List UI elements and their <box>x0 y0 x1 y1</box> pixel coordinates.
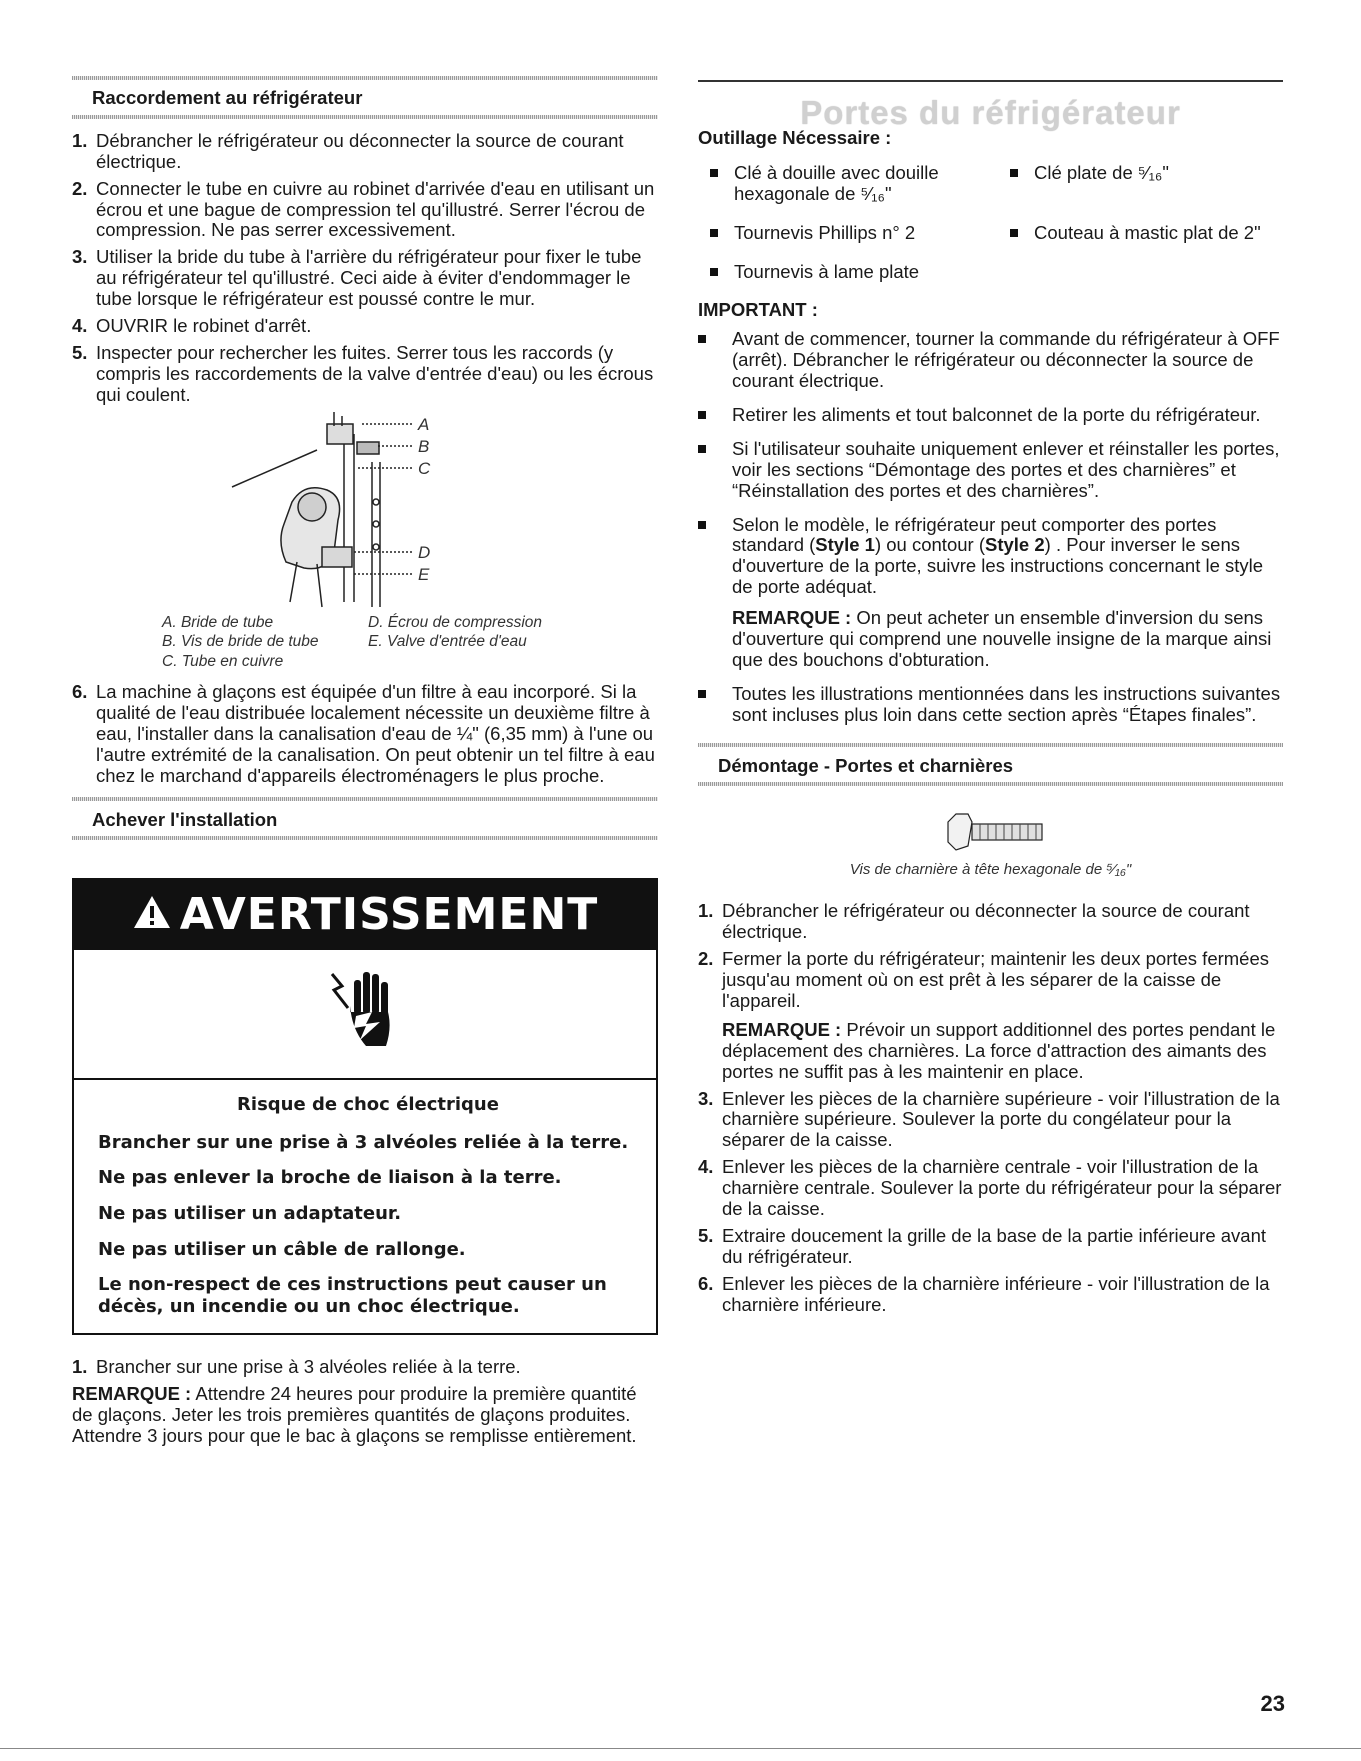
list-item: Avant de commencer, tourner la commande du réfrigérateur à OFF (arrêt). Débrancher le réfrigérateur ou déconnecter la source de courant électrique. <box>698 329 1283 392</box>
section-title-finish: Achever l'installation <box>92 808 278 830</box>
list-item: 3. Utiliser la bride du tube à l'arrière du réfrigérateur pour fixer le tube au réfrigérateur tel qu'illustré. Ceci aide à éviter d'endommager le tube lorsque le réfrigérateur est poussé contre le mur. <box>72 246 642 310</box>
bullet-icon <box>1010 229 1018 237</box>
warning-body <box>74 1080 656 1333</box>
bullet-icon <box>710 169 718 177</box>
header-rule-top <box>698 743 1283 747</box>
tools-title: Outillage Nécessaire : <box>698 127 892 148</box>
list-item: Si l'utilisateur souhaite uniquement enlever et réinstaller les portes, voir les sections “Démontage des portes et des charnières” et “Réinstallation des portes et des charnières”. <box>698 439 1283 502</box>
removal-steps <box>698 901 1283 1315</box>
list-item: Tournevis à lame plate <box>710 262 1010 283</box>
list-item: Selon le modèle, le réfrigérateur peut comporter des portes standard (Style 1) ou contour (Style 2) . Pour inverser le sens d'ouverture de la porte, suivre les instructions concernant le style de porte adéquat. REMARQUE : On peut acheter un ensemble d'inversion du sens d'ouverture qui comprend une nouvelle insigne de la marque ainsi que des bouchons d'obturation. <box>698 515 1283 671</box>
list-item: Couteau à mastic plat de 2" <box>1010 223 1295 244</box>
section-title-connection: Raccordement au réfrigérateur <box>92 87 363 108</box>
warning-header <box>74 880 656 950</box>
list-item: 5. Inspecter pour rechercher les fuites. Serrer tous les raccords (y compris les raccordements de la valve d'entrée d'eau) ou les écrous qui coulent. <box>72 341 654 405</box>
important-list <box>698 329 1283 725</box>
warning-triangle-icon <box>132 891 172 941</box>
title-rule <box>698 80 1283 82</box>
header-rule-bottom <box>72 115 658 119</box>
water-valve-illustration <box>72 412 658 612</box>
valve-diagram <box>72 412 658 612</box>
label-b: B <box>418 436 430 456</box>
warning-line: Ne pas utiliser un adaptateur. <box>98 1203 402 1225</box>
legend-item: B. Vis de bride de tube <box>162 633 319 651</box>
footer-rule <box>0 1748 1361 1749</box>
list-item: 3. Enlever les pièces de la charnière supérieure - voir l'illustration de la charnière supérieure. Soulever la porte du congélateur pour la séparer de la caisse. <box>698 1087 1280 1151</box>
label-a: A <box>418 414 430 434</box>
warning-icon-area <box>74 950 656 1080</box>
bullet-icon <box>710 229 718 237</box>
list-item: 1. Débrancher le réfrigérateur ou déconnecter la source de courant électrique. <box>72 129 624 172</box>
bullet-icon <box>698 690 706 698</box>
step-remark: REMARQUE : Prévoir un support additionnel des portes pendant le déplacement des charnières. La force d'attraction des aimants des portes ne suffit pas à les maintenir en place. <box>722 1018 1276 1082</box>
header-rule-top <box>72 76 658 80</box>
list-item: 4. Enlever les pièces de la charnière centrale - voir l'illustration de la charnière centrale. Soulever la porte du réfrigérateur pour la séparer de la caisse. <box>698 1156 1282 1219</box>
list-item: Clé à douille avec douille hexagonale de ⁵⁄₁₆" <box>710 163 1010 205</box>
list-item: 6. Enlever les pièces de la charnière inférieure - voir l'illustration de la charnière inférieure. <box>698 1272 1270 1315</box>
warning-line: Brancher sur une prise à 3 alvéoles reliée à la terre. <box>98 1131 629 1153</box>
section-title-removal: Démontage - Portes et charnières <box>718 754 1014 776</box>
list-item: Toutes les illustrations mentionnées dans les instructions suivantes sont incluses plus loin dans cette section après “Étapes finales”. <box>698 684 1283 726</box>
style-remark: REMARQUE : On peut acheter un ensemble d'inversion du sens d'ouverture qui comprend une nouvelle insigne de la marque ainsi que des bouchons d'obturation. <box>732 607 1272 670</box>
page-title: Portes du réfrigérateur <box>698 80 1283 142</box>
right-column <box>698 80 1283 1321</box>
important-title: IMPORTANT : <box>698 299 818 321</box>
list-item: Retirer les aliments et tout balconnet de la porte du réfrigérateur. <box>698 405 1283 426</box>
bullet-icon <box>698 335 706 343</box>
finish-steps <box>72 1357 658 1378</box>
header-rule-top <box>72 797 658 801</box>
figure-legend <box>162 614 658 671</box>
bullet-icon <box>698 445 706 453</box>
bullet-icon <box>698 411 706 419</box>
section-header-removal <box>698 739 1283 795</box>
legend-item: C. Tube en cuivre <box>162 652 284 670</box>
bullet-icon <box>710 268 718 276</box>
electric-shock-hand-icon <box>74 950 660 1080</box>
warning-box <box>72 878 658 1335</box>
label-d: D <box>418 542 431 562</box>
warning-line: Ne pas utiliser un câble de rallonge. <box>98 1238 466 1260</box>
tools-list <box>698 163 1283 283</box>
legend-item: A. Bride de tube <box>162 613 274 631</box>
section-header-finish <box>72 793 658 849</box>
bullet-icon <box>698 521 706 529</box>
warning-line: Ne pas enlever la broche de liaison à la terre. <box>98 1167 562 1189</box>
list-item: 2. Fermer la porte du réfrigérateur; maintenir les deux portes fermées jusqu'au moment où on est prêt à les séparer de la caisse de l'appareil. REMARQUE : Prévoir un support additionnel des portes pendant le déplacement des charnières. La force d'attraction des aimants des portes ne suffit pas à les maintenir en place. <box>698 949 1283 1082</box>
connection-step-6 <box>72 682 658 786</box>
warning-risk-title: Risque de choc électrique <box>237 1094 499 1116</box>
list-item: 6. La machine à glaçons est équipée d'un filtre à eau incorporé. Si la qualité de l'eau distribuée localement nécessite un deuxième filtre à eau, l'installer dans la canalisation d'eau de ¼" (6,35 mm) à l'une ou l'autre extrémité de la canalisation. On peut obtenir un tel filtre à eau chez le marchand d'appareils électroménagers le plus proche. <box>72 681 655 786</box>
list-item: 5. Extraire doucement la grille de la base de la partie inférieure avant du réfrigérateur. <box>698 1224 1267 1267</box>
section-header-connection <box>72 80 658 127</box>
finish-remark: REMARQUE : Attendre 24 heures pour produire la première quantité de glaçons. Jeter les trois premières quantités de glaçons produites. Attendre 3 jours pour que le bac à glaçons se remplisse entièrement. <box>72 1383 637 1447</box>
hinge-screw-illustration <box>698 794 1283 862</box>
left-column <box>72 80 658 1447</box>
label-e: E <box>418 564 430 584</box>
header-rule-bottom <box>698 782 1283 786</box>
label-c: C <box>418 458 431 478</box>
header-rule-bottom <box>72 836 658 840</box>
list-item: Clé plate de ⁵⁄₁₆" <box>1010 163 1295 205</box>
list-item: 4. OUVRIR le robinet d'arrêt. <box>72 315 312 337</box>
list-item: 1. Débrancher le réfrigérateur ou déconnecter la source de courant électrique. <box>698 900 1250 943</box>
legend-item: E. Valve d'entrée d'eau <box>368 633 527 651</box>
warning-heading: AVERTISSEMENT <box>179 889 599 941</box>
list-item: 1. Brancher sur une prise à 3 alvéoles reliée à la terre. <box>72 1356 521 1378</box>
hex-screw-icon <box>698 794 1283 862</box>
list-item: Tournevis Phillips n° 2 <box>710 223 1010 244</box>
screw-caption: Vis de charnière à tête hexagonale de ⁵⁄₁₆" <box>849 861 1132 879</box>
warning-line: Le non-respect de ces instructions peut causer un décès, un incendie ou un choc électrique. <box>98 1274 607 1317</box>
page-number: 23 <box>1260 1691 1285 1716</box>
list-item: 2. Connecter le tube en cuivre au robinet d'arrivée d'eau en utilisant un écrou et une bague de compression tel qu'illustré. Serrer l'écrou de compression. Ne pas serrer excessivement. <box>72 177 655 241</box>
legend-item: D. Écrou de compression <box>368 613 543 631</box>
connection-steps <box>72 131 658 406</box>
bullet-icon <box>1010 169 1018 177</box>
